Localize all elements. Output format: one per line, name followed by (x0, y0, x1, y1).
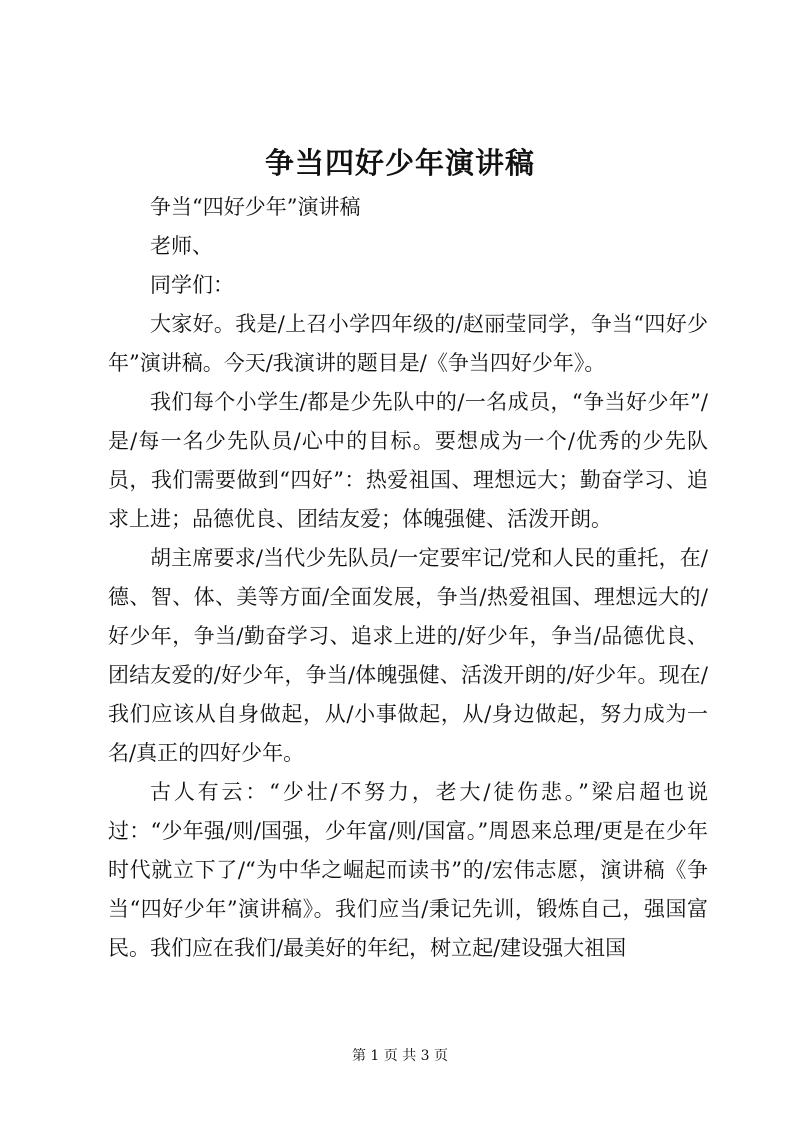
page-footer: 第 1 页 共 3 页 (351, 1048, 449, 1064)
paragraph-introduction: 大家好。我是/上召小学四年级的/赵丽莹同学，争当“四好少年”演讲稿。今天/我演讲的题目是/《争当四好少年》。 (108, 312, 708, 375)
document-body (108, 188, 708, 968)
paragraph-four-goods: 我们每个小学生/都是少先队中的/一名成员，“争当好少年”/是/每一名少先队员/心中的目标。要想成为一个/优秀的少先队员，我们需要做到“四好”：热爱祖国、理想远大；勤奋学习、追求上进；品德优良、团结友爱；体魄强健、活泼开朗。 (108, 390, 708, 531)
paragraph-greeting-students: 同学们： (150, 273, 234, 297)
document-title: 争当四好少年演讲稿 (264, 146, 535, 180)
paragraph-subtitle: 争当“四好少年”演讲稿 (150, 195, 361, 219)
paragraph-greeting-teachers: 老师、 (150, 234, 213, 258)
paragraph-requirements: 胡主席要求/当代少先队员/一定要牢记/党和人民的重托，在/德、智、体、美等方面/全面发展，争当/热爱祖国、理想远大的/好少年，争当/勤奋学习、追求上进的/好少年，争当/品德优良、团结友爱的/好少年，争当/体魄强健、活泼开朗的/好少年。现在/我们应该从自身做起，从/小事做起，从/身边做起，努力成为一名/真正的四好少年。 (108, 546, 708, 765)
paragraph-quotes: 古人有云：“少壮/不努力，老大/徒伤悲。”梁启超也说过：“少年强/则/国强，少年富/则/国富。”周恩来总理/更是在少年时代就立下了/“为中华之崛起而读书”的/宏伟志愿，演讲稿《争当“四好少年”演讲稿》。我们应当/秉记先训，锻炼自己，强国富民。我们应在我们/最美好的年纪，树立起/建设强大祖国 (108, 780, 708, 960)
